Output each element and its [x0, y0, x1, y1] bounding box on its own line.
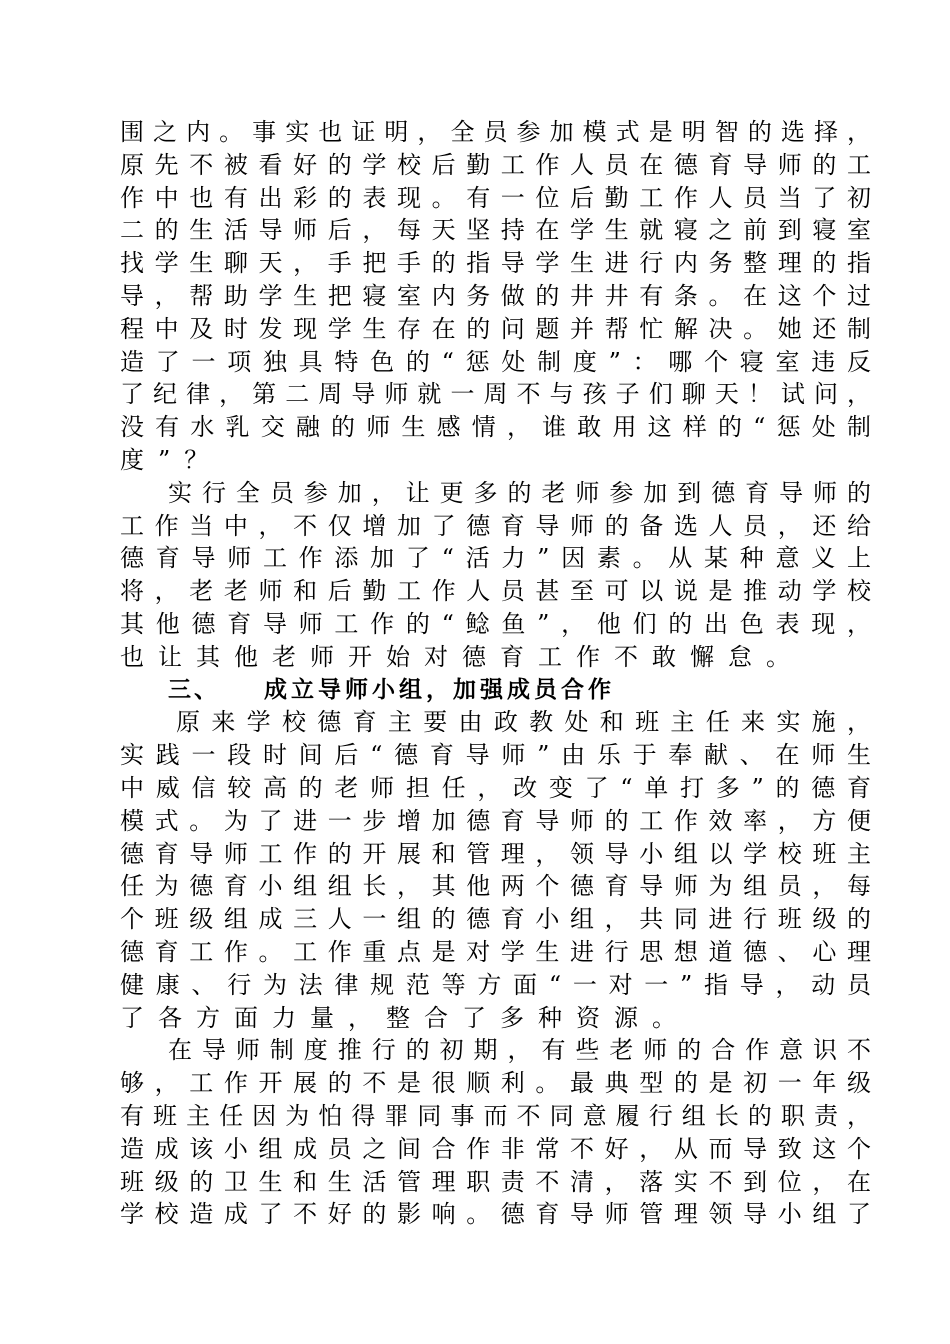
text-line: 原来学校德育主要由政教处和班主任来实施， — [176, 708, 872, 737]
paragraph-2 — [120, 477, 872, 674]
text-line: 模式。为了进一步增加德育导师的工作效率，方便 — [120, 806, 872, 835]
section-heading — [120, 674, 872, 707]
document-page — [120, 116, 872, 1231]
text-line: 德育工作。工作重点是对学生进行思想道德、心理 — [120, 937, 872, 966]
section-number: 三、 — [168, 676, 220, 703]
text-line: 造成该小组成员之间合作非常不好，从而导致这个 — [120, 1134, 872, 1163]
text-line: 度”？ — [120, 445, 223, 474]
text-line: 没有水乳交融的师生感情，谁敢用这样的“惩处制 — [120, 413, 872, 442]
text-line: 任为德育小组组长，其他两个德育导师为组员，每 — [120, 872, 872, 901]
text-line: 中威信较高的老师担任，改变了“单打多”的德育 — [120, 773, 872, 802]
text-line: 导，帮助学生把寝室内务做的井井有条。在这个过 — [120, 281, 872, 310]
text-line: 也让其他老师开始对德育工作不敢懈怠。 — [120, 642, 804, 671]
text-line: 了纪律，第二周导师就一周不与孩子们聊天！试问， — [120, 380, 872, 409]
text-line: 了各方面力量，整合了多种资源。 — [120, 1003, 690, 1032]
text-line: 找学生聊天，手把手的指导学生进行内务整理的指 — [120, 249, 872, 278]
text-line: 实践一段时间后“德育导师”由乐于奉献、在师生 — [120, 741, 872, 770]
text-line: 德育导师工作添加了“活力”因素。从某种意义上 — [120, 544, 872, 573]
text-line: 实行全员参加，让更多的老师参加到德育导师的 — [168, 478, 872, 507]
text-line: 健康、行为法律规范等方面“一对一”指导，动员 — [120, 970, 872, 999]
text-line: 够，工作开展的不是很顺利。最典型的是初一年级 — [120, 1069, 872, 1098]
text-line: 在导师制度推行的初期，有些老师的合作意识不 — [168, 1036, 872, 1065]
text-line: 德育导师工作的开展和管理，领导小组以学校班主 — [120, 839, 872, 868]
text-line: 个班级组成三人一组的德育小组，共同进行班级的 — [120, 905, 872, 934]
text-line: 程中及时发现学生存在的问题并帮忙解决。她还制 — [120, 314, 872, 343]
text-line: 原先不被看好的学校后勤工作人员在德育导师的工 — [120, 150, 872, 179]
paragraph-3 — [120, 706, 872, 1034]
text-line: 二的生活导师后，每天坚持在学生就寝之前到寝室 — [120, 216, 872, 245]
paragraph-4 — [120, 1034, 872, 1231]
text-line: 围之内。事实也证明，全员参加模式是明智的选择， — [120, 118, 872, 146]
text-line: 工作当中，不仅增加了德育导师的备选人员，还给 — [120, 511, 872, 540]
text-line: 造了一项独具特色的“惩处制度”：哪个寝室违反 — [120, 347, 872, 376]
paragraph-1 — [120, 116, 872, 477]
text-line: 班级的卫生和生活管理职责不清，落实不到位，在 — [120, 1167, 872, 1196]
text-line: 学校造成了不好的影响。德育导师管理领导小组了 — [120, 1200, 872, 1229]
text-line: 将，老老师和后勤工作人员甚至可以说是推动学校 — [120, 577, 872, 606]
text-line: 作中也有出彩的表现。有一位后勤工作人员当了初 — [120, 183, 872, 212]
text-line: 其他德育导师工作的“鲶鱼”，他们的出色表现， — [120, 609, 872, 638]
text-line: 有班主任因为怕得罪同事而不同意履行组长的职责， — [120, 1101, 872, 1130]
section-title: 成立导师小组，加强成员合作 — [264, 676, 615, 703]
